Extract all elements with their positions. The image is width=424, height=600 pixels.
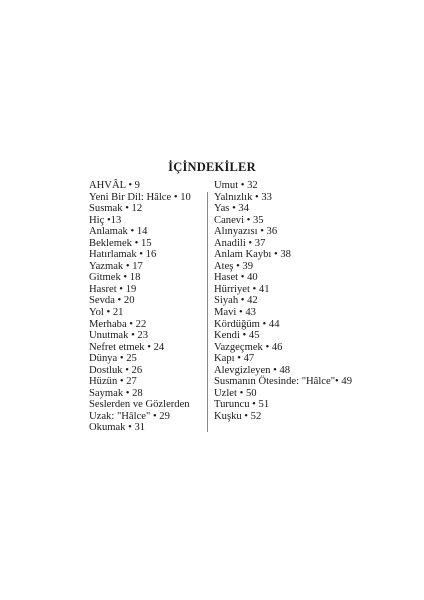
toc-left-column xyxy=(89,180,205,434)
toc-entry: Turuncu • 51 xyxy=(214,399,270,411)
toc-entry: Saymak • 28 xyxy=(89,387,143,399)
toc-entry: Yazmak • 17 xyxy=(89,260,143,272)
toc-title: İÇİNDEKİLER xyxy=(168,160,256,174)
toc-entry: Hatırlamak • 16 xyxy=(89,249,157,261)
toc-entry: Beklemek • 15 xyxy=(89,237,152,249)
toc-entry: Anadili • 37 xyxy=(214,237,266,249)
column-divider xyxy=(207,192,208,432)
toc-entry: Mavi • 43 xyxy=(214,307,256,319)
toc-entry: AHVÂL • 9 xyxy=(89,180,140,191)
toc-entry: Hasret • 19 xyxy=(89,283,137,295)
toc-entry: Susmak • 12 xyxy=(89,203,143,215)
toc-entry: Umut • 32 xyxy=(214,180,258,191)
toc-entry: Alınyazısı • 36 xyxy=(214,226,278,238)
toc-entry: Yas • 34 xyxy=(214,203,250,215)
toc-entry: Alevgizleyen • 48 xyxy=(214,364,291,376)
toc-entry: Vazgeçmek • 46 xyxy=(214,341,283,353)
toc-entry: Kuşku • 52 xyxy=(214,410,262,422)
toc-entry: Gitmek • 18 xyxy=(89,272,141,284)
toc-entry: Canevi • 35 xyxy=(214,214,264,226)
toc-entry: Siyah • 42 xyxy=(214,295,258,307)
toc-entry: Yol • 21 xyxy=(89,307,124,319)
toc-entry: Anlamak • 14 xyxy=(89,226,148,238)
toc-entry: Sevda • 20 xyxy=(89,295,135,307)
toc-entry: Nefret etmek • 24 xyxy=(89,341,165,353)
toc-entry: Kördüğüm • 44 xyxy=(214,318,280,330)
toc-entry: Uzlet • 50 xyxy=(214,387,257,399)
toc-entry: Haset • 40 xyxy=(214,272,258,284)
toc-entry: Hürriyet • 41 xyxy=(214,283,270,295)
toc-right-column xyxy=(214,180,352,422)
toc-entry: Kendi • 45 xyxy=(214,330,260,342)
toc-entry: Merhaba • 22 xyxy=(89,318,147,330)
toc-entry: Dünya • 25 xyxy=(89,353,137,365)
toc-entry: Kapı • 47 xyxy=(214,353,255,365)
toc-entry: Yeni Bir Dil: Hâlce • 10 xyxy=(89,191,191,203)
toc-entry: Dostluk • 26 xyxy=(89,364,143,376)
toc-entry: Yalnızlık • 33 xyxy=(214,191,272,203)
toc-entry: Hüzün • 27 xyxy=(89,376,137,388)
toc-entry: Anlam Kaybı • 38 xyxy=(214,249,291,261)
toc-entry: Hiç •13 xyxy=(89,214,122,226)
toc-entry: Ateş • 39 xyxy=(214,260,254,272)
toc-entry: Susmanın Ötesinde: "Hâlce"• 49 xyxy=(214,376,352,388)
toc-entry: Seslerden ve Gözlerden Uzak: "Hâlce" • 29 xyxy=(89,399,190,422)
toc-entry: Okumak • 31 xyxy=(89,422,146,434)
toc-entry: Unutmak • 23 xyxy=(89,330,149,342)
